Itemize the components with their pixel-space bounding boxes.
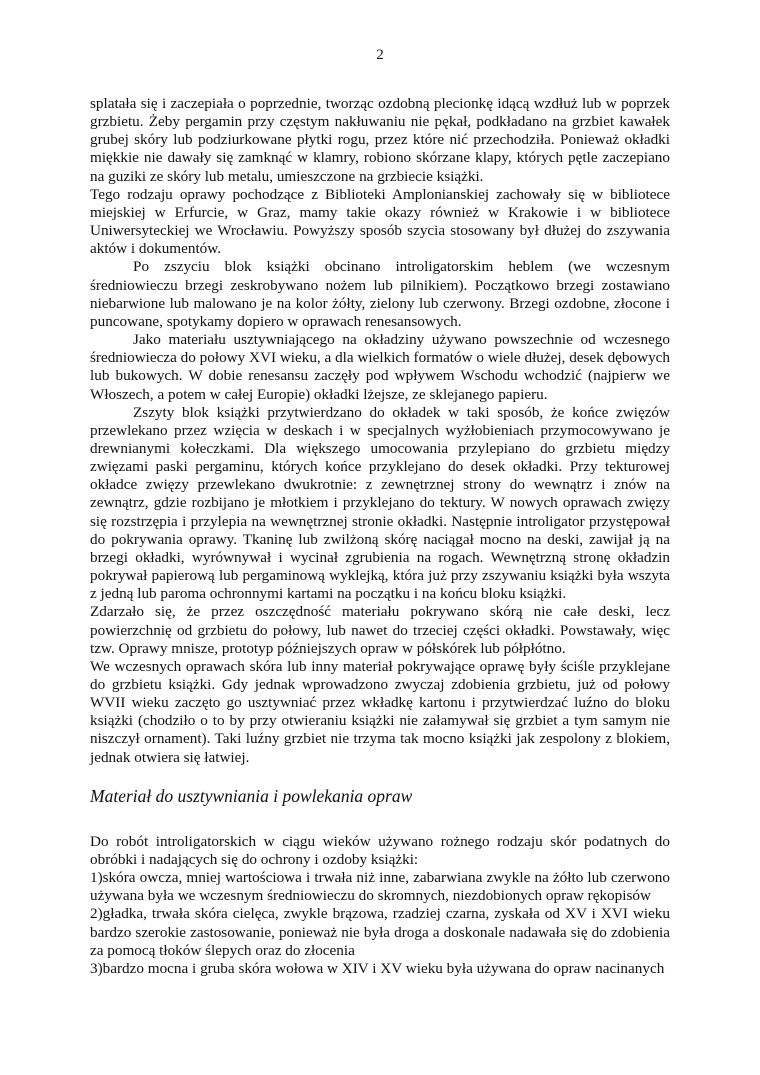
paragraph-edge-trimming: Po zszyciu blok książki obcinano introligatorskim heblem (we wczesnym średniowieczu brzegi zeskrobywano nożem lub pilnikiem). Początkowo brzegi zostawiano niebarwione lub malowano je na kolor żółty, zielony lub czerwony. Brzegi ozdobne, złocone i puncowane, spotykamy dopiero w oprawach renesansowych. xyxy=(90,258,670,330)
leather-types-list xyxy=(90,869,670,978)
heading-spacer xyxy=(90,807,670,833)
paragraph-cover-boards: Jako materiału usztywniającego na okładziny używano powszechnie od wczesnego średniowiecza do połowy XVI wieku, a dla wielkich formatów o wiele dłużej, desek dębowych lub bukowych. W dobie renesansu zaczęły pod wpływem Wschodu wchodzić (najpierw we Włoszech, a potem w całej Europie) okładki lżejsze, ze sklejanego papieru. xyxy=(90,331,670,403)
section-heading: Materiał do usztywniania i powlekania opraw xyxy=(90,785,413,806)
paragraph-amplonian-bindings: Tego rodzaju oprawy pochodzące z Biblioteki Amplonianskiej zachowały się w bibliotece miejskiej w Erfurcie, w Graz, mamy takie okazy również w Krakowie i w bibliotece Uniwersyteckiej we Wrocławiu. Powyższy sposób szycia stosowany był dłużej do zszywania aktów i dokumentów. xyxy=(90,185,670,258)
page-number: 2 xyxy=(376,47,384,63)
list-item: 2)gładka, trwała skóra cielęca, zwykle brązowa, rzadziej czarna, zyskała od XV i XVI wieku bardzo szerokie zastosowanie, ponieważ nie była droga a doskonale nadawała się do zdobienia za pomocą tłoków ślepych oraz do złocenia xyxy=(90,905,670,959)
intro-paragraph: Do robót introligatorskich w ciągu wieków używano rożnego rodzaju skór podatnych do obróbki i nadających się do ochrony i ozdoby książki: xyxy=(90,832,670,868)
list-item: 3)bardzo mocna i gruba skóra wołowa w XIV i XV wieku była używana do opraw nacinanych xyxy=(90,959,665,977)
paragraph-spine-decoration: We wczesnych oprawach skóra lub inny materiał pokrywające oprawę były ściśle przyklejane do grzbietu książki. Gdy jednak wprowadzono zwyczaj zdobienia grzbietu, już od połowy WVII wieku zaczęto go usztywniać przez wkładkę kartonu i przytwierdzać luźno do bloku książki (chodziło o to by przy otwieraniu książki nie załamywał się grzbiet a tym samym nie niszczył ornament). Taki luźny grzbiet nie trzyma tak mocno książki jak zespolony z blokiem, jednak otwiera się łatwiej. xyxy=(90,657,670,766)
body-text xyxy=(90,95,670,978)
paragraph-monk-bindings: Zdarzało się, że przez oszczędność materiału pokrywano skórą nie całe deski, lecz powierzchnię od grzbietu do połowy, lub nawet do trzeciej części okładki. Powstawały, więc tzw. Oprawy mnisze, prototyp późniejszych opraw w półskórek lub półpłótno. xyxy=(90,603,670,657)
paragraph-spine-stitching: splatała się i zaczepiała o poprzednie, tworząc ozdobną plecionkę idącą wzdłuż lub w poprzek grzbietu. Żeby pergamin przy częstym nakłuwaniu nie pękał, podkładano na grzbiet kawałek grubej skóry lub podziurkowane płytki rogu, przez które nić przechodziła. Ponieważ okładki miękkie nie dawały się zamknąć w klamry, robiono skórzane klapy, których pętle zaczepiano na guziki ze skóry lub metalu, umieszczone na grzbiecie książki. xyxy=(90,95,670,185)
paragraph-attaching-block: Zszyty blok książki przytwierdzano do okładek w taki sposób, że końce zwięzów przewlekano przez wzięcia w deskach i w specjalnych wyżłobieniach przymocowywano je drewnianymi kołeczkami. Dla większego umocowania przylepiano do grzbietu między zwięzami paski pergaminu, których końce przyklejano do desek okładki. Przy tekturowej okładce zwięzy przewlekano dwukrotnie: z zewnętrznej strony do wewnątrz i znów na zewnątrz, gdzie rozbijano je młotkiem i przyklejano do tektury. W nowych oprawach zwięzy się rozstrzępia i przylepia na wewnętrznej stronie okładki. Następnie introligator przystępował do pokrywania oprawy. Tkaninę lub zwilżoną skórę naciągał mocno na deski, zawijał ją na brzegi okładki, wyrównywał i wycinał zgrubienia na rogach. Wewnętrzną stronę okładzin pokrywał papierową lub pergaminową wyklejką, która już przy zszywaniu książki była wszyta z jedną lub paroma ochronnymi kartami na początku i na końcu bloku książki. xyxy=(90,403,670,603)
list-item: 1)skóra owcza, mniej wartościowa i trwała niż inne, zabarwiana zwykle na żółto lub czerwono używana była we wczesnym średniowieczu do skromnych, niezdobionych opraw rękopisów xyxy=(90,869,670,905)
